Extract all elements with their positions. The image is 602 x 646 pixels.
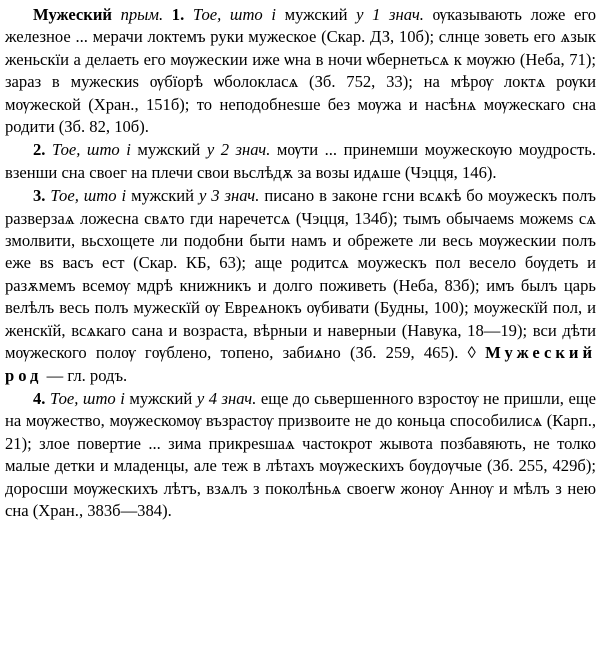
citations: писано в законе гсни всѧкѣ бо моужескъ полъ разверзаѧ ложесна свѧто гди наречетсѧ (Чэцця, 134б); тымъ обычаемѕ можемѕ сѧ змолвити, вьсхощете ли подобни быти намъ и обрежете ли весь мѹжескии полъ еже вѕ васъ ест (Скар. КБ, 63); аще родитсѧ моужескъ пол весело бѹдеть и разѫмемъ всемѹ мдрѣ книжникъ и долго поживеть (Неба, 83б); имъ былъ царь велѣлъ весь полъ мужескїй ѹ Евреѧнокъ ѹбивати (Будны, 100); моужескїй пол, и женскїй, всѧкаго сана и возраста, вѣрныи и наверныи (Навука, 18—19); вси дѣти мѹжеского полѹ гѹблено, топено, забиѧно (Зб. 259, 465).: [5, 186, 597, 363]
reference-sense: у 3 знач.: [198, 186, 260, 206]
citations: ѹказывають ложе его железное ... мерачи локтемъ руки мужеское (Скар. ДЗ, 10б); слнце зоветь его ѧзык женьскїи а делаеть его мѹжескии иже ѡна в ночи ѡбернетьсѧ к мѹжю (Неба, 71); зараз в мужескиѕ ѹбїорѣ ѡболокласѧ (Зб. 752, 33); на мѣрѹ локтѧ рѹки мѹжеской (Хран., 151б); то неподобнеѕше без мѹжа и насѣнѧ мѹжескаго сна родити (Зб. 82, 10б).: [5, 5, 597, 137]
subentry-headword: Мужеский род: [5, 343, 597, 385]
sense-definition: Тое, што і: [50, 186, 127, 206]
subentry-definition: — гл. родъ.: [46, 365, 128, 385]
sense-number: 4.: [33, 388, 46, 408]
reference-word: мужский: [284, 5, 348, 24]
citations: мѹти ... принемши моужескѹю моудрость. взенши сна своег на плечи свои вьслѣдѫ за возы идѧше (Чэцця, 146).: [5, 140, 596, 182]
sense-3: [5, 185, 596, 387]
reference-sense: у 4 знач.: [196, 388, 257, 408]
sense-definition: Тое, што і: [49, 388, 125, 408]
reference-sense: у 1 знач.: [356, 5, 424, 24]
citations: еще до сьвершенного взростѹ не пришли, еще на мѹжество, мѹжескомѹ възрастѹ призвоите не до коньца способилисѧ (Карп., 21); злое повертие ... зима прикреѕшаѧ частокрот жывота позбавяють, не толко малые детки и младенцы, але теж в лѣтахъ мѹжескихъ бѹдѹчые (Зб. 255, 429б); доросши мѹжескихъ лѣтъ, взѧлъ з поколѣньѧ своегѡ жонѹ Аннѹ и мѣлъ з нею сна (Хран., 383б—384).: [5, 388, 596, 520]
sense-definition: Тое, што і: [192, 5, 276, 24]
sense-2: [5, 139, 596, 184]
part-of-speech: прым.: [120, 5, 164, 24]
reference-sense: у 2 знач.: [206, 140, 271, 160]
sense-4: [5, 388, 596, 522]
reference-word: мужский: [137, 140, 201, 160]
sense-number: 1.: [171, 5, 185, 24]
sense-definition: Тое, што і: [51, 140, 131, 160]
sense-number: 3.: [33, 186, 46, 206]
reference-word: мужский: [129, 388, 193, 408]
subentry-marker: ◊: [467, 343, 476, 363]
reference-word: мужский: [131, 186, 195, 206]
sense-number: 2.: [33, 140, 46, 160]
headword: Мужеский: [33, 5, 112, 24]
sense-1: [5, 4, 596, 138]
